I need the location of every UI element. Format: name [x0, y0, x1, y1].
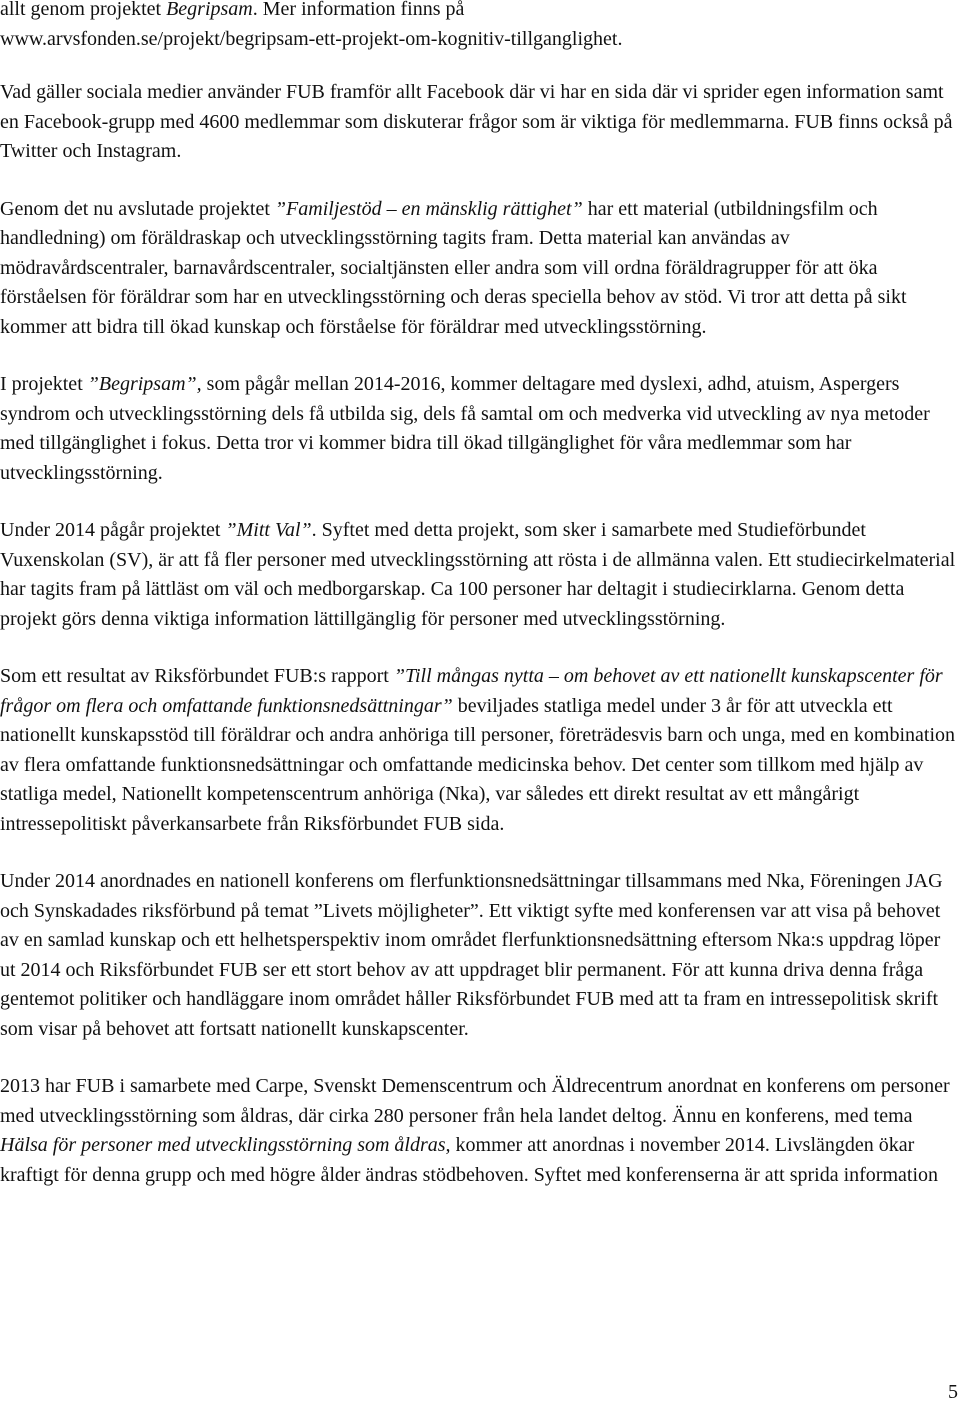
text: . Mer information finns på — [252, 0, 465, 20]
paragraph-mitt-val — [0, 516, 958, 634]
text: som pågår mellan 2014-2016, kommer deltagare med dyslexi, adhd, atuism, Aspergers syndrom och utvecklingsstörning dels få utbilda sig, dels få samtal om och medverka vid utveckling av nya metoder med tillgänglighet i fokus. Detta tror vi kommer bidra till ökad tillgänglighet för våra medlemmar som har utvecklingsstörning. — [0, 373, 930, 484]
conference-theme: Hälsa för personer med utvecklingsstörning som åldras, — [0, 1134, 451, 1156]
text: 2013 har FUB i samarbete med Carpe, Svenskt Demenscentrum och Äldrecentrum anordnat en konferens om personer med utvecklingsstörning som åldras, där cirka 280 personer från hela landet deltog. Ännu en konferens, med tema — [0, 1075, 950, 1127]
text: kommer att anordnas i november 2014. Livslängden ökar kraftigt för denna grupp och med högre ålder ändras stödbehoven. Syftet med konferenserna är att sprida information — [0, 1134, 939, 1186]
project-name-familjestod: ”Familjestöd – en mänsklig rättighet” — [274, 197, 583, 220]
project-name-begripsam: ”Begripsam”, — [87, 373, 202, 395]
paragraph-conference-2014 — [0, 867, 958, 1044]
text: I projektet — [0, 373, 88, 395]
text: Vad gäller sociala medier använder FUB framför allt Facebook där vi har en sida där vi sprider egen information samt en Facebook-grupp med 4600 medlemmar som diskuterar frågor som är viktiga för medlemmarna. FUB finns också på Twitter och Instagram. — [0, 81, 953, 162]
paragraph-familjestod — [0, 195, 958, 343]
text: Under 2014 anordnades en nationell konferens om flerfunktionsnedsättningar tillsammans med Nka, Föreningen JAG och Synskadades riksförbund på temat ”Livets möjligheter”. Ett viktigt syfte med konferensen var att visa på behovet av en samlad kunskap och ett helhetsperspektiv inom området flerfunktionsnedsättning eftersom Nka:s uppdrag löper ut 2014 och Riksförbundet FUB ser ett stort behov av att uppdraget blir permanent. För att kunna driva denna fråga gentemot politiker och handläggare inom området håller Riksförbundet FUB med att ta fram en intressepolitisk skrift som visar på behovet att fortsatt nationellt kunskapscenter. — [0, 870, 943, 1040]
paragraph-conference-2013 — [0, 1072, 958, 1190]
text: Som ett resultat av Riksförbundet FUB:s rapport — [0, 665, 394, 687]
paragraph-nka — [0, 662, 958, 839]
paragraph-begripsam-info — [0, 0, 958, 54]
text: Genom det nu avslutade projektet — [0, 197, 275, 220]
text: . Syftet med detta projekt, som sker i samarbete med Studieförbundet Vuxenskolan (SV), är att få fler personer med utvecklingsstörning att rösta i de allmänna valen. Ett studiecirkelmaterial har tagits fram på lättläst om väl och medborgarskap. Ca 100 personer har deltagit i studiecirklarna. Genom detta projekt görs denna viktiga information lättillgänglig för personer med utvecklingsstörning. — [0, 519, 956, 630]
project-name-begripsam: Begripsam — [166, 0, 253, 20]
arvsfonden-link[interactable]: www.arvsfonden.se/projekt/begripsam-ett-projekt-om-kognitiv-tillganglighet. — [0, 27, 623, 50]
paragraph-social-media — [0, 78, 958, 167]
report-title: ”Till mångas nytta – om behovet av ett nationellt kunskapscenter för frågor om flera och omfattande funktionsnedsättningar” — [0, 665, 943, 717]
text: beviljades statliga medel under 3 år för att utveckla ett nationellt kunskapsstöd till föräldrar och andra anhöriga till personer, företrädesvis barn och unga, med en kombination av flera omfattande funktionsnedsättningar och omfattande medicinska behov. Det center som tillkom med hjälp av statliga medel, Nationellt kompetenscentrum anhöriga (Nka), var således ett direkt resultat av ett mångårigt intressepolitiskt påverkansarbete från Riksförbundet FUB sida. — [0, 694, 956, 835]
text: allt genom projektet — [0, 0, 167, 20]
page-number: 5 — [948, 1381, 958, 1403]
project-name-mitt-val: ”Mitt Val” — [225, 519, 312, 541]
text: har ett material (utbildningsfilm och handledning) om föräldraskap och utvecklingsstörning tagits fram. Detta material kan användas av mödravårdscentraler, barnavårdscentraler, socialtjänsten eller andra som vill ordna föräldragrupper för att öka förståelsen för föräldrar som har en utvecklingsstörning och deras speciella behov av stöd. Vi tror att detta på sikt kommer att bidra till ökad kunskap och förståelse för föräldrar med utvecklingsstörning. — [0, 197, 907, 338]
text: Under 2014 pågår projektet — [0, 519, 226, 541]
paragraph-begripsam — [0, 370, 958, 488]
